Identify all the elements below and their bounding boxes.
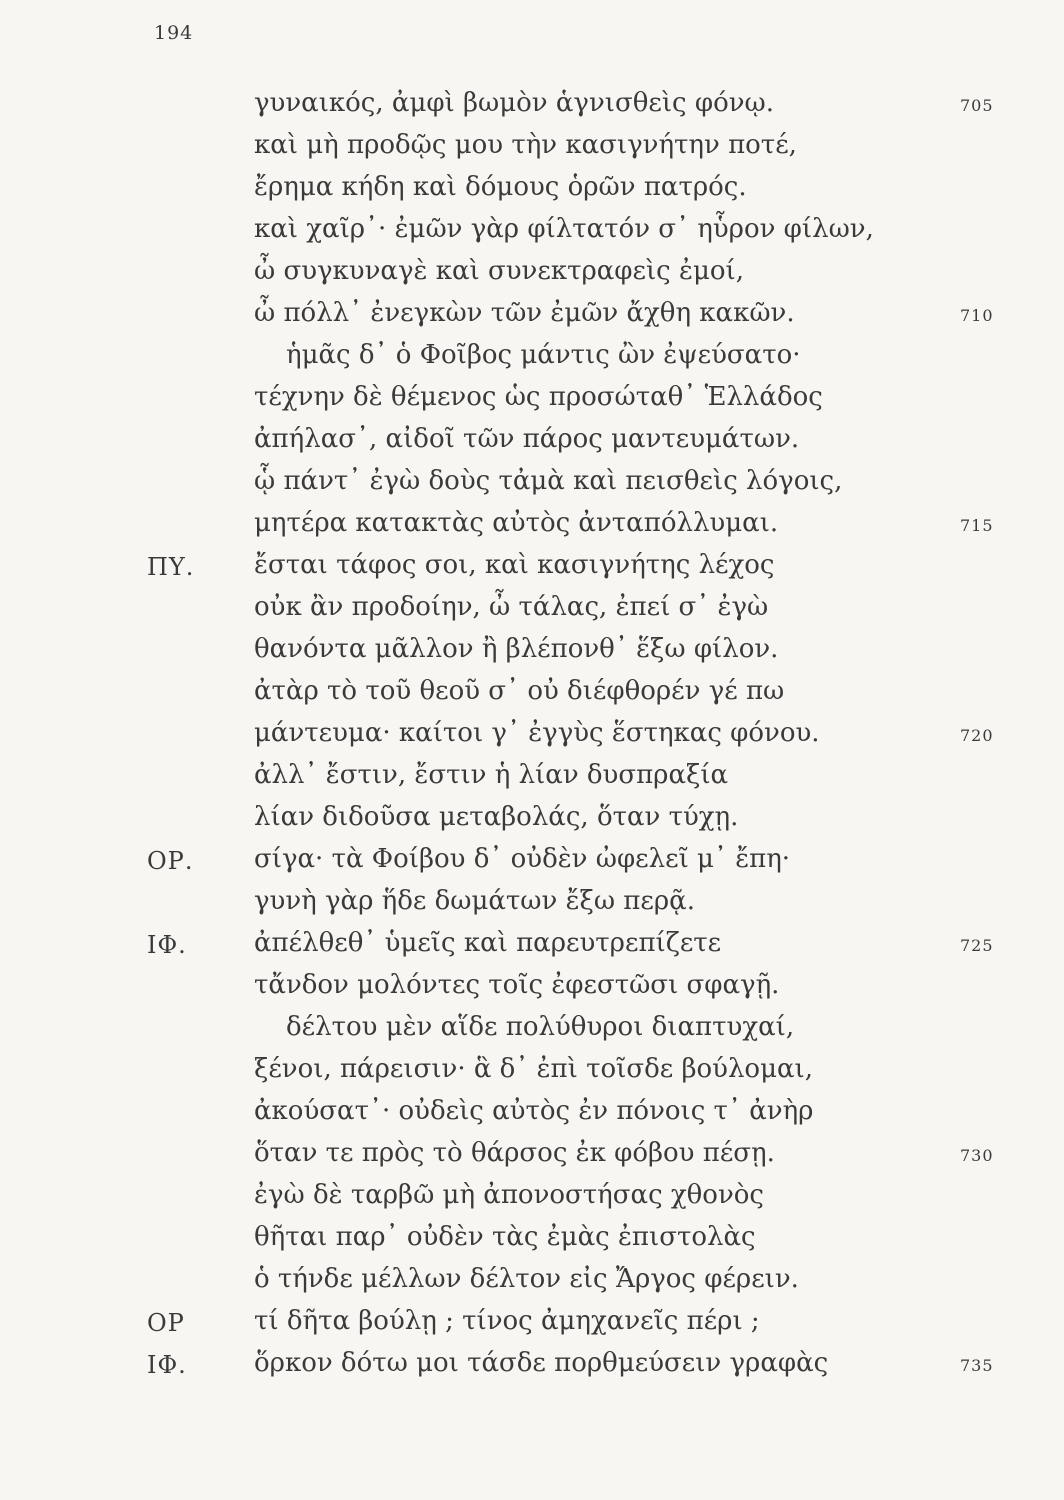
verse-text: ἀλλ᾽ ἔστιν, ἔστιν ἡ λίαν δυσπραξία (254, 760, 729, 790)
verse-text: λίαν διδοῦσα μεταβολάς, ὅταν τύχῃ. (254, 802, 739, 832)
verse-text: γυνὴ γὰρ ἥδε δωμάτων ἔξω περᾷ. (254, 886, 695, 916)
verse-text: ἀπήλασ᾽, αἰδοῖ τῶν πάρος μαντευμάτων. (254, 424, 800, 454)
verse-line (0, 1348, 1064, 1390)
verse-line (0, 1306, 1064, 1348)
verse-line (0, 508, 1064, 550)
line-number: 710 (960, 306, 994, 325)
verse-line (0, 340, 1064, 382)
verse-text: τί δῆτα βούλῃ ; τίνος ἀμηχανεῖς πέρι ; (254, 1306, 760, 1336)
verse-text: ἡμᾶς δ᾽ ὁ Φοῖβος μάντις ὢν ἐψεύσατο· (286, 340, 801, 370)
verse-text: οὐκ ἂν προδοίην, ὦ τάλας, ἐπεί σ᾽ ἐγὼ (254, 592, 769, 622)
verse-text: ὦ πόλλ᾽ ἐνεγκὼν τῶν ἐμῶν ἄχθη κακῶν. (254, 298, 795, 328)
verse-line (0, 256, 1064, 298)
verse-line (0, 760, 1064, 802)
verse-line (0, 634, 1064, 676)
verse-text: ἐγὼ δὲ ταρβῶ μὴ ἀπονοστήσας χθονὸς (254, 1180, 764, 1210)
verse-line (0, 172, 1064, 214)
verse-line (0, 844, 1064, 886)
line-number: 730 (960, 1146, 994, 1165)
verse-text: ἔρημα κήδη καὶ δόμους ὁρῶν πατρός. (254, 172, 747, 202)
verse-line (0, 88, 1064, 130)
verse-text: μάντευμα· καίτοι γ᾽ ἐγγὺς ἕστηκας φόνου. (254, 718, 820, 748)
speaker-label: ΙΦ. (147, 931, 187, 959)
verse-line (0, 1054, 1064, 1096)
verse-text: ἀτὰρ τὸ τοῦ θεοῦ σ᾽ οὐ διέφθορέν γέ πω (254, 676, 785, 706)
page-number: 194 (154, 22, 194, 44)
verse-text: ὁ τήνδε μέλλων δέλτον εἰς Ἄργος φέρειν. (254, 1264, 799, 1294)
verse-text: θῆται παρ᾽ οὐδὲν τὰς ἐμὰς ἐπιστολὰς (254, 1222, 756, 1252)
line-number: 715 (960, 516, 994, 535)
verse-line (0, 214, 1064, 256)
speaker-label: ΟΡ (147, 1309, 185, 1337)
verse-text: θανόντα μᾶλλον ἢ βλέπονθ᾽ ἕξω φίλον. (254, 634, 779, 664)
verse-line (0, 718, 1064, 760)
verse-text: τἄνδον μολόντες τοῖς ἐφεστῶσι σφαγῇ. (254, 970, 780, 1000)
verse-text: ὅρκον δότω μοι τάσδε πορθμεύσειν γραφὰς (254, 1348, 829, 1378)
verse-line (0, 676, 1064, 718)
verse-text: ὅταν τε πρὸς τὸ θάρσος ἐκ φόβου πέσῃ. (254, 1138, 775, 1168)
verse-line (0, 1096, 1064, 1138)
verse-text: ξένοι, πάρεισιν· ἃ δ᾽ ἐπὶ τοῖσδε βούλομαι, (254, 1054, 813, 1084)
verse-line (0, 1222, 1064, 1264)
verse-text: γυναικός, ἀμφὶ βωμὸν ἁγνισθεὶς φόνῳ. (254, 88, 774, 118)
verse-text: τέχνην δὲ θέμενος ὡς προσώταθ᾽ Ἑλλάδος (254, 382, 823, 412)
verse-text: δέλτου μὲν αἵδε πολύθυροι διαπτυχαί, (286, 1012, 795, 1042)
verse-lines (0, 88, 1064, 1390)
line-number: 705 (960, 96, 994, 115)
verse-line (0, 970, 1064, 1012)
verse-line (0, 550, 1064, 592)
speaker-label: ΙΦ. (147, 1351, 187, 1379)
speaker-label: ΟΡ. (147, 847, 194, 875)
verse-line (0, 466, 1064, 508)
speaker-label: ΠΥ. (147, 553, 195, 581)
verse-line (0, 802, 1064, 844)
verse-line (0, 130, 1064, 172)
verse-text: καὶ μὴ προδῷς μου τὴν κασιγνήτην ποτέ, (254, 130, 797, 160)
verse-line (0, 1138, 1064, 1180)
verse-text: καὶ χαῖρ᾽· ἐμῶν γὰρ φίλτατόν σ᾽ ηὗρον φίλων, (254, 214, 874, 244)
verse-line (0, 1180, 1064, 1222)
verse-text: ἔσται τάφος σοι, καὶ κασιγνήτης λέχος (254, 550, 775, 580)
verse-line (0, 886, 1064, 928)
line-number: 720 (960, 726, 994, 745)
verse-text: μητέρα κατακτὰς αὐτὸς ἀνταπόλλυμαι. (254, 508, 779, 538)
verse-line (0, 1264, 1064, 1306)
verse-text: ὦ συγκυναγὲ καὶ συνεκτραφεὶς ἐμοί, (254, 256, 744, 286)
verse-text: ἀκούσατ᾽· οὐδεὶς αὐτὸς ἐν πόνοις τ᾽ ἀνὴρ (254, 1096, 814, 1126)
verse-text: ᾧ πάντ᾽ ἐγὼ δοὺς τἀμὰ καὶ πεισθεὶς λόγοις, (254, 466, 843, 496)
verse-line (0, 382, 1064, 424)
verse-line (0, 298, 1064, 340)
verse-line (0, 1012, 1064, 1054)
verse-line (0, 928, 1064, 970)
verse-line (0, 592, 1064, 634)
line-number: 735 (960, 1356, 994, 1375)
verse-text: σίγα· τὰ Φοίβου δ᾽ οὐδὲν ὠφελεῖ μ᾽ ἔπη· (254, 844, 791, 874)
verse-line (0, 424, 1064, 466)
verse-text: ἀπέλθεθ᾽ ὑμεῖς καὶ παρευτρεπίζετε (254, 928, 722, 958)
line-number: 725 (960, 936, 994, 955)
